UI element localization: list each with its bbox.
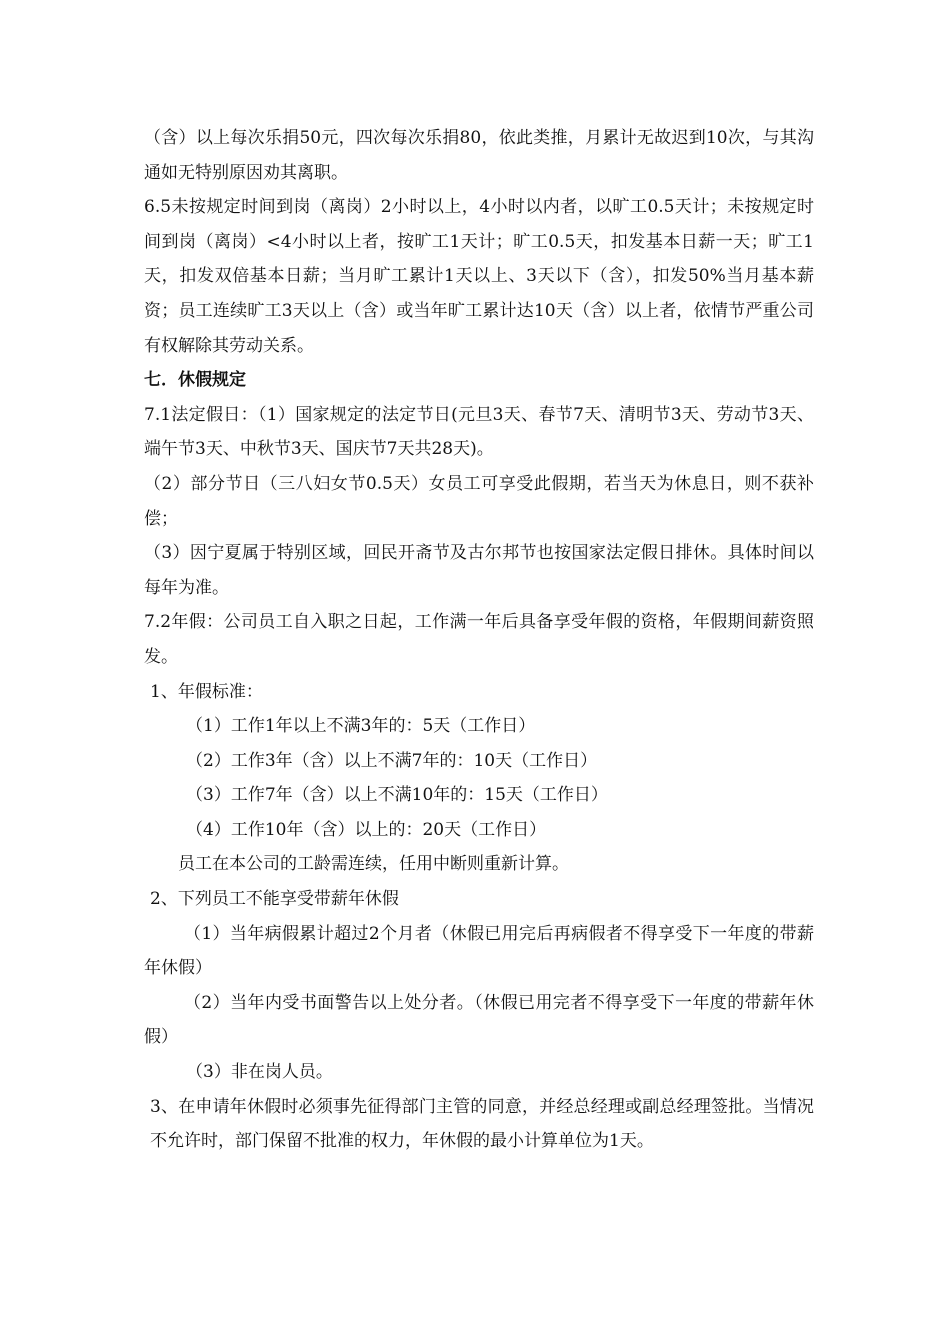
paragraph-lateness-penalty: （含）以上每次乐捐50元，四次每次乐捐80，依此类推，月累计无故迟到10次，与其沟通如无特别原因劝其离职。 bbox=[144, 128, 814, 183]
list-item-ineligible-3: （3）非在岗人员。 bbox=[186, 1062, 333, 1083]
list-item-ineligible-2: （2）当年内受书面警告以上处分者。（休假已用完者不得享受下一年度的带薪年休假） bbox=[144, 992, 814, 1048]
paragraph-womens-day: （2）部分节日（三八妇女节0.5天）女员工可享受此假期，若当天为休息日，则不获补偿； bbox=[144, 473, 814, 529]
paragraph-statutory-holidays: 7.1法定假日：（1）国家规定的法定节日(元旦3天、春节7天、清明节3天、劳动节3天、端午节3天、中秋节3天、国庆节7天共28天)。 bbox=[144, 404, 814, 460]
section-heading-leave: 七．休假规定 bbox=[144, 370, 246, 391]
paragraph-seniority-note: 员工在本公司的工龄需连续，任用中断则重新计算。 bbox=[178, 854, 569, 875]
list-heading-ineligible: 2、下列员工不能享受带薪年休假 bbox=[150, 889, 399, 910]
paragraph-annual-leave: 7.2年假：公司员工自入职之日起，工作满一年后具备享受年假的资格，年假期间薪资照发。 bbox=[144, 612, 814, 667]
paragraph-leave-approval: 3、在申请年休假时必须事先征得部门主管的同意，并经总经理或副总经理签批。当情况不允许时，部门保留不批准的权力，年休假的最小计算单位为1天。 bbox=[150, 1096, 814, 1152]
list-item-standard-3: （3）工作7年（含）以上不满10年的：15天（工作日） bbox=[186, 785, 608, 806]
paragraph-regional-holidays: （3）因宁夏属于特别区域，回民开斋节及古尔邦节也按国家法定假日排休。具体时间以每年为准。 bbox=[144, 543, 814, 598]
document-body bbox=[144, 121, 814, 1159]
paragraph-absence-rule: 6.5未按规定时间到岗（离岗）2小时以上，4小时以内者，以旷工0.5天计；未按规定时间到岗（离岗）<4小时以上者，按旷工1天计；旷工0.5天，扣发基本日薪一天；旷工1天，扣发双倍基本日薪；当月旷工累计1天以上、3天以下（含），扣发50%当月基本薪资；员工连续旷工3天以上（含）或当年旷工累计达10天（含）以上者，依情节严重公司有权解除其劳动关系。 bbox=[144, 197, 814, 356]
list-item-ineligible-1: （1）当年病假累计超过2个月者（休假已用完后再病假者不得享受下一年度的带薪年休假） bbox=[144, 923, 814, 979]
list-heading-annual-standard: 1、年假标准： bbox=[150, 681, 263, 702]
list-item-standard-4: （4）工作10年（含）以上的：20天（工作日） bbox=[186, 819, 547, 840]
list-item-standard-2: （2）工作3年（含）以上不满7年的：10天（工作日） bbox=[186, 750, 598, 771]
list-item-standard-1: （1）工作1年以上不满3年的：5天（工作日） bbox=[186, 716, 536, 737]
